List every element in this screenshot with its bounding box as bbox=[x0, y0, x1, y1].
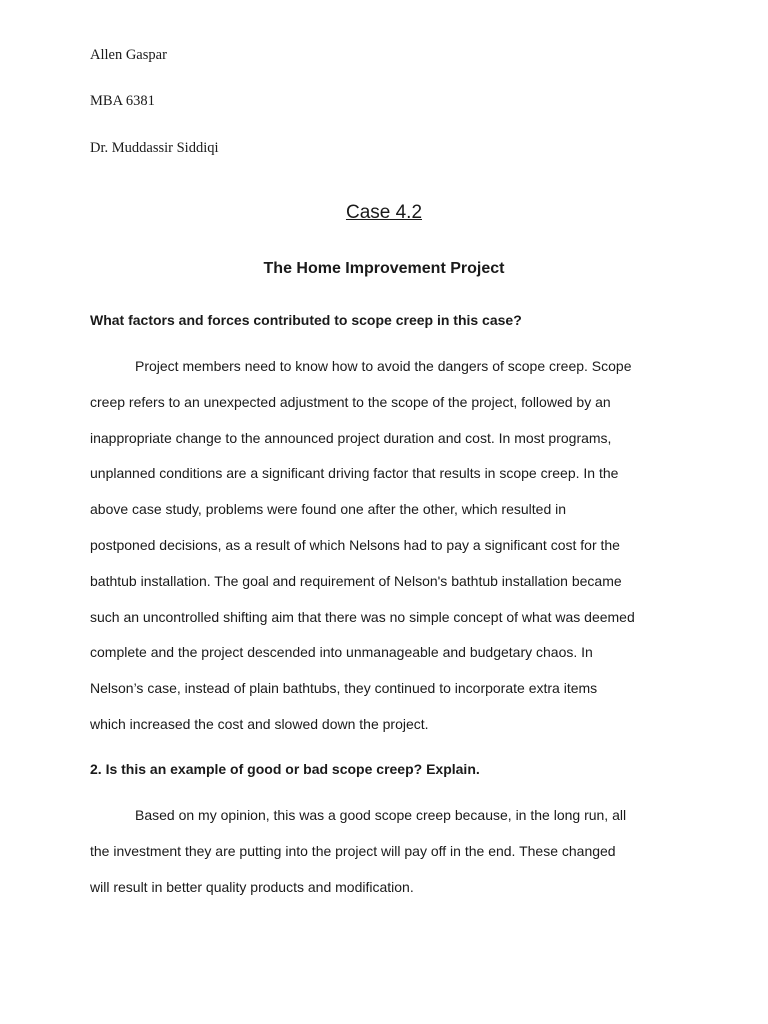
answer-1-line: unplanned conditions are a significant driving factor that results in scope creep. In the bbox=[90, 465, 619, 482]
answer-2-paragraph bbox=[90, 798, 690, 905]
question-1: What factors and forces contributed to scope creep in this case? bbox=[90, 312, 522, 328]
answer-2-line: will result in better quality products and modification. bbox=[90, 878, 414, 895]
instructor-name: Dr. Muddassir Siddiqi bbox=[90, 140, 219, 156]
answer-1-line: bathtub installation. The goal and requirement of Nelson's bathtub installation became bbox=[90, 572, 622, 589]
answer-1-line: Nelson’s case, instead of plain bathtubs, they continued to incorporate extra items bbox=[90, 680, 598, 697]
answer-1-line: postponed decisions, as a result of which Nelsons had to pay a significant cost for the bbox=[90, 536, 620, 553]
answer-1-line: complete and the project descended into unmanageable and budgetary chaos. In bbox=[90, 644, 593, 661]
answer-1-line: such an uncontrolled shifting aim that there was no simple concept of what was deemed bbox=[90, 608, 635, 625]
author-name: Allen Gaspar bbox=[90, 47, 167, 63]
answer-1-line: which increased the cost and slowed down the project. bbox=[90, 715, 429, 732]
course-code: MBA 6381 bbox=[90, 93, 155, 109]
answer-2-line: Based on my opinion, this was a good scope creep because, in the long run, all bbox=[135, 807, 627, 823]
project-title: The Home Improvement Project bbox=[263, 260, 505, 277]
answer-1-line: Project members need to know how to avoid the dangers of scope creep. Scope bbox=[135, 358, 632, 374]
question-2: 2. Is this an example of good or bad scope creep? Explain. bbox=[90, 761, 480, 777]
answer-1-line: inappropriate change to the announced project duration and cost. In most programs, bbox=[90, 429, 612, 446]
answer-1-paragraph bbox=[90, 349, 690, 743]
answer-1-line: above case study, problems were found one after the other, which resulted in bbox=[90, 501, 567, 518]
case-title: Case 4.2 bbox=[345, 202, 423, 223]
answer-2-line: the investment they are putting into the project will pay off in the end. These changed bbox=[90, 842, 616, 859]
answer-1-line: creep refers to an unexpected adjustment to the scope of the project, followed by an bbox=[90, 393, 611, 410]
